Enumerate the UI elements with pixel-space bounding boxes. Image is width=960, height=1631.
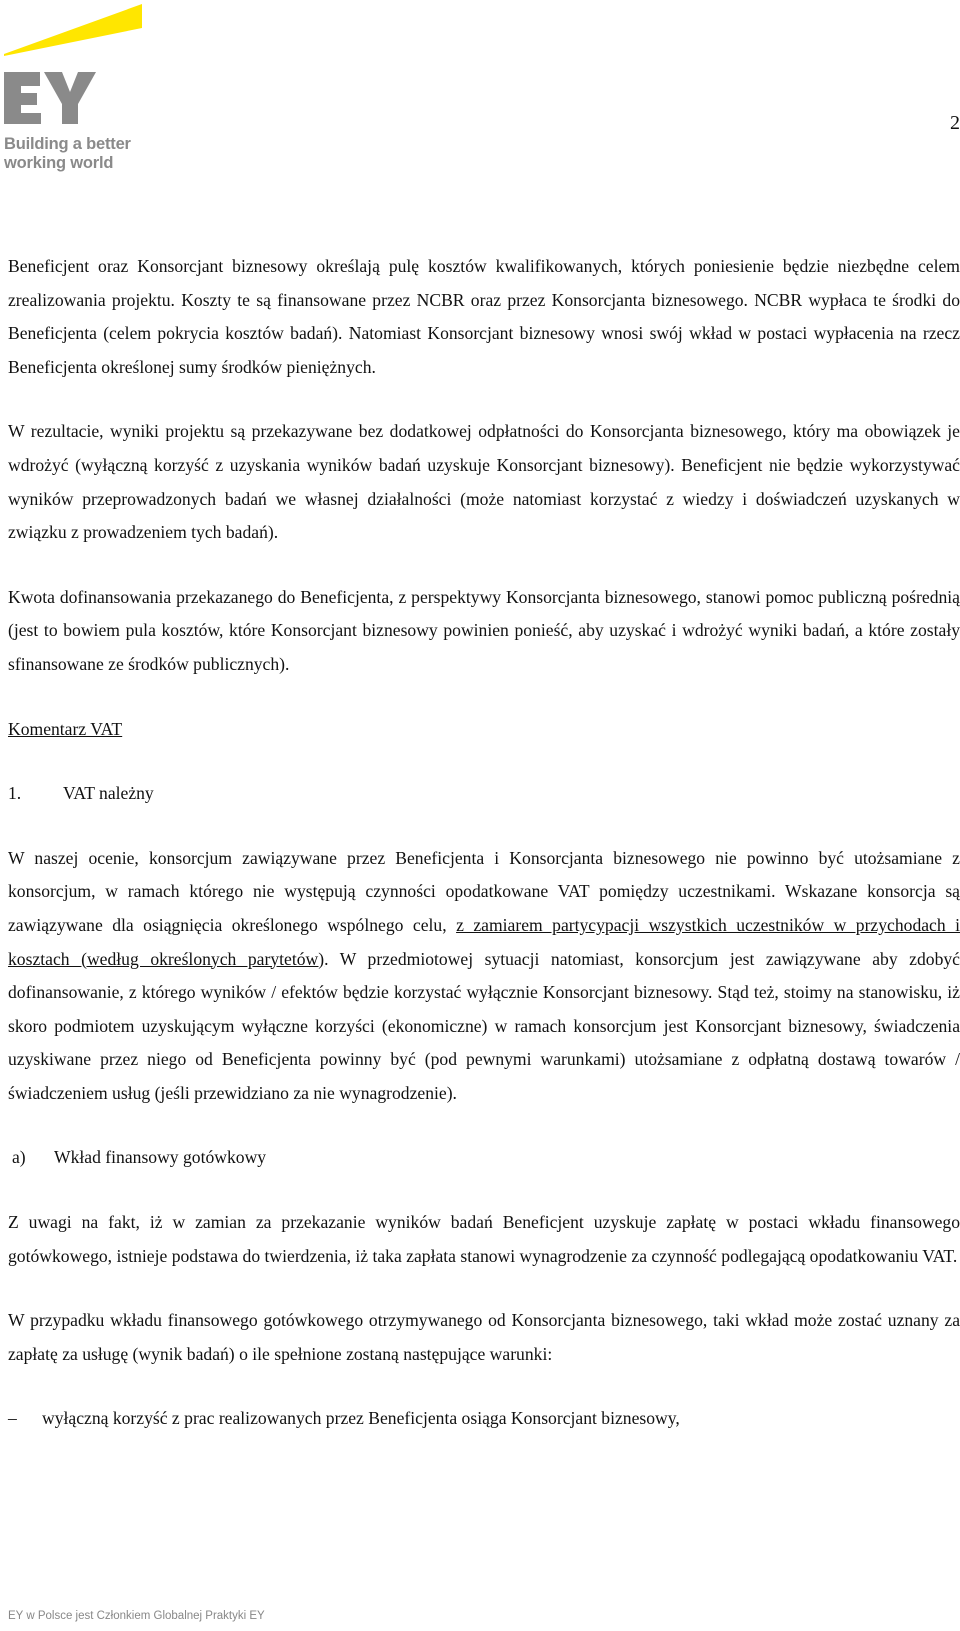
ey-logo [4, 4, 154, 174]
subsection-heading-cash-contribution [8, 1141, 960, 1175]
paragraph-cost-pool: Beneficjent oraz Konsorcjant biznesowy określają pulę kosztów kwalifikowanych, których poniesienie będzie niezbędne celem zrealizowania projektu. Koszty te są finansowane przez NCBR oraz przez Konsorcjanta biznesowego. NCBR wypłaca te środki do Beneficjenta (celem pokrycia kosztów badań). Natomiast Konsorcjant biznesowy wnosi swój wkład w postaci wypłacenia na rzecz Beneficjenta określonej sumy środków pieniężnych. [8, 256, 960, 377]
section-heading-vat-due [8, 777, 960, 811]
dash-bullet: – [8, 1408, 17, 1429]
list-item-text: wyłączną korzyść z prac realizowanych przez Beneficjenta osiąga Konsorcjant biznesowy, [42, 1408, 680, 1429]
subsection-label: a) [12, 1147, 26, 1168]
heading-vat-comment-text: Komentarz VAT [8, 718, 123, 739]
section-title: VAT należny [63, 783, 154, 804]
subsection-title: Wkład finansowy gotówkowy [54, 1147, 267, 1168]
ey-beam-icon [4, 4, 142, 56]
page-footer: EY w Polsce jest Członkiem Globalnej Praktyki EY [8, 1610, 265, 1622]
page-number: 2 [950, 112, 960, 134]
logo-tagline-line1: Building a better [4, 135, 131, 153]
underlined-phrase: z zamiarem partycypacji wszystkich uczestników w przychodach i kosztach (według określonych parytetów) [8, 914, 960, 969]
paragraph-part: . W przedmiotowej sytuacji natomiast, konsorcjum jest zawiązywane aby zdobyć dofinansowanie, z którego wyników / efektów będzie korzystać wyłącznie Konsorcjant biznesowy. Stąd też, stoimy na stanowisku, iż skoro podmiotem uzyskującym wyłączne korzyści (ekonomiczne) w ramach konsorcjum jest Konsorcjant biznesowy, świadczenia uzyskiwane przez niego od Beneficjenta powinny być (pod pewnymi warunkami) utożsamiane z odpłatną dostawą towarów / świadczeniem usług (jeśli przewidziano za nie wynagrodzenie). [8, 948, 960, 1103]
list-item [8, 1402, 960, 1436]
ey-logo-mark [4, 4, 154, 134]
section-number: 1. [8, 783, 22, 804]
paragraph-payment-remuneration: Z uwagi na fakt, iż w zamian za przekazanie wyników badań Beneficjent uzyskuje zapłatę w postaci wkładu finansowego gotówkowego, istnieje podstawa do twierdzenia, iż taka zapłata stanowi wynagrodzenie za czynność podlegającą opodatkowaniu VAT. [8, 1212, 960, 1266]
paragraph-funding-amount: Kwota dofinansowania przekazanego do Beneficjenta, z perspektywy Konsorcjanta biznesowego, stanowi pomoc publiczną pośrednią (jest to bowiem pula kosztów, które Konsorcjant biznesowy powinien ponieść, aby uzyskać i wdrożyć wyniki badań, a które zostały sfinansowane ze środków publicznych). [8, 586, 960, 674]
paragraph-conditions: W przypadku wkładu finansowego gotówkowego otrzymywanego od Konsorcjanta biznesowego, taki wkład może zostać uznany za zapłatę za usługę (wynik badań) o ile spełnione zostaną następujące warunki: [8, 1310, 960, 1364]
paragraph-results-transfer: W rezultacie, wyniki projektu są przekazywane bez dodatkowej odpłatności do Konsorcjanta biznesowego, który ma obowiązek je wdrożyć (wyłączną korzyść z uzyskania wyników badań uzyskuje Konsorcjant biznesowy). Beneficjent nie będzie wykorzystywać wyników przeprowadzonych badań we własnej działalności (może natomiast korzystać z wiedzy i doświadczeń uzyskanych w związku z prowadzeniem tych badań). [8, 421, 960, 543]
heading-vat-comment [8, 713, 960, 747]
logo-tagline-line2: working world [4, 154, 114, 172]
paragraph-part: W naszej ocenie, konsorcjum zawiązywane przez Beneficjenta i Konsorcjanta biznesowego nie powinno być utożsamiane z konsorcjum, w ramach którego nie występują czynności opodatkowane VAT pomiędzy uczestnikami. Wskazane konsorcja są zawiązywane dla osiągnięcia określonego wspólnego celu, [8, 847, 960, 935]
paragraph-consortium-opinion [8, 842, 960, 1111]
document-body [8, 250, 960, 1467]
